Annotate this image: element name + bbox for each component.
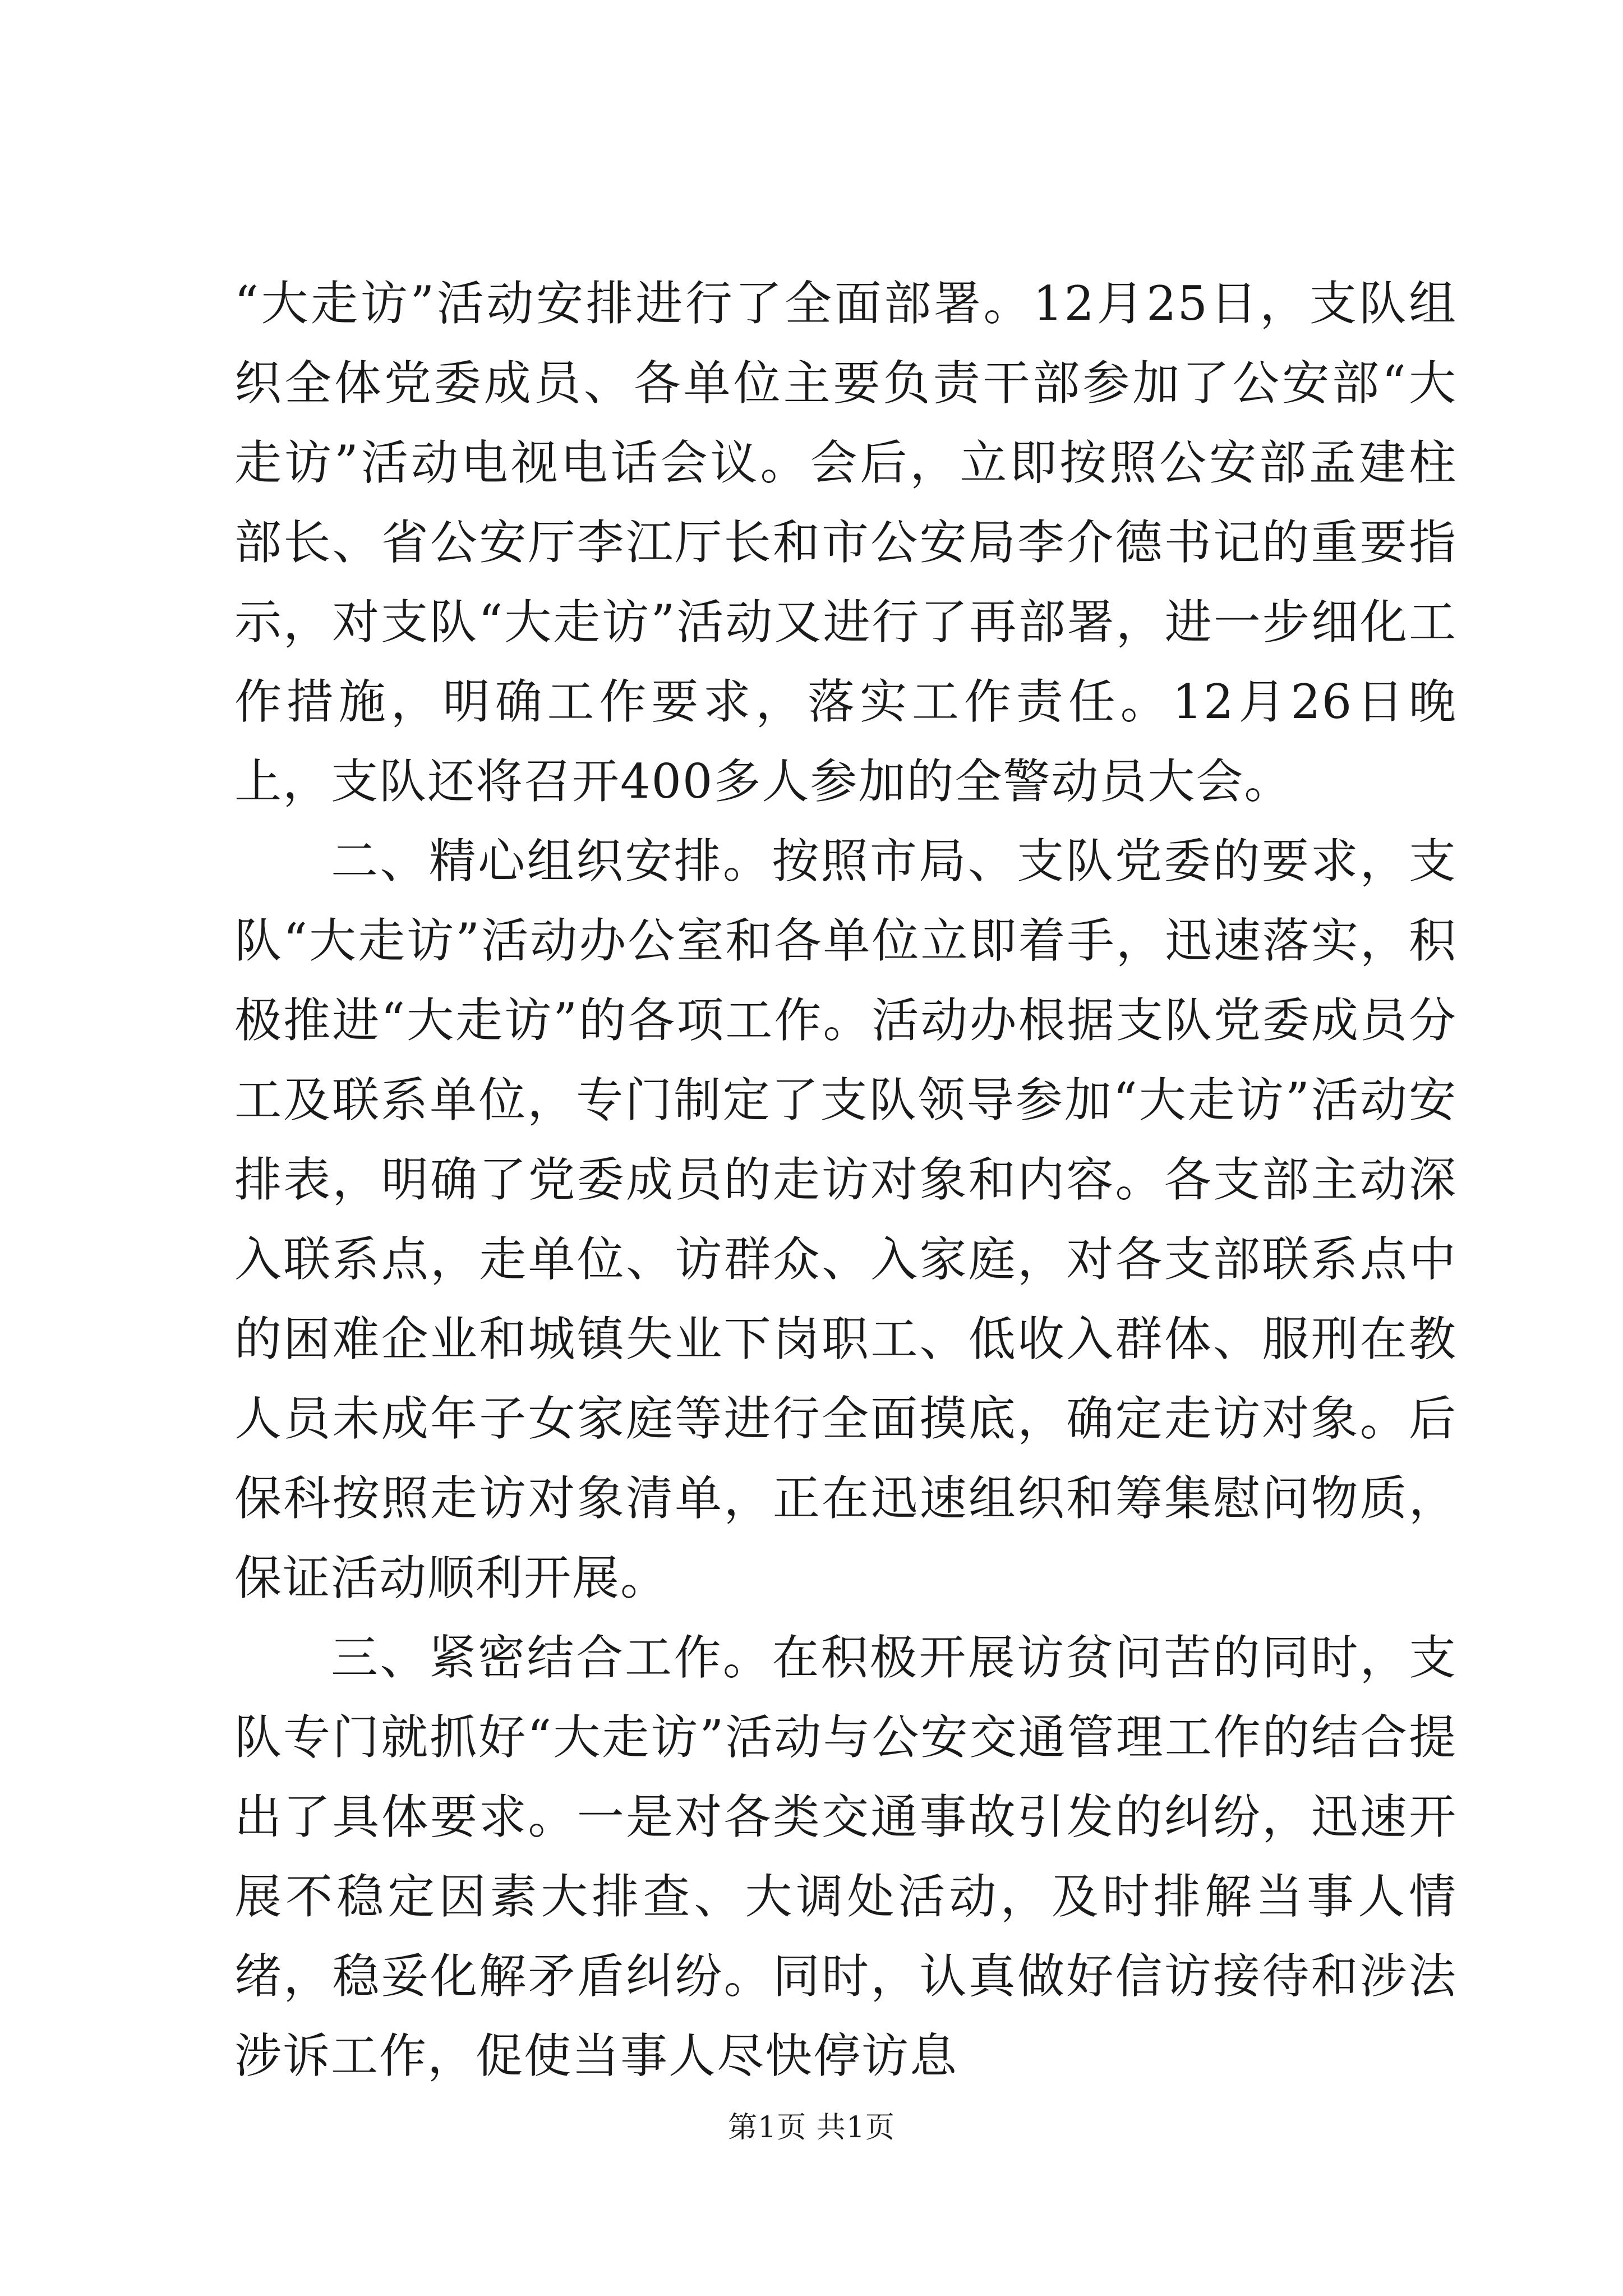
paragraph-deployment: “大走访”活动安排进行了全面部署。12月25日，支队组织全体党委成员、各单位主要负责干部参加了公安部“大走访”活动电视电话会议。会后，立即按照公安部孟建柱部长、省公安厅李江厅长和市公安局李介德书记的重要指示，对支队“大走访”活动又进行了再部署，进一步细化工作措施，明确工作要求，落实工作责任。12月26日晚上，支队还将召开400多人参加的全警动员大会。: [234, 276, 1457, 809]
document-body: [234, 264, 1457, 2096]
page-footer: 第1页 共1页: [728, 2111, 895, 2145]
paragraph-integration: 三、紧密结合工作。在积极开展访贫问苦的同时，支队专门就抓好“大走访”活动与公安交通管理工作的结合提出了具体要求。一是对各类交通事故引发的纠纷，迅速开展不稳定因素大排查、大调处活动，及时排解当事人情绪，稳妥化解矛盾纠纷。同时，认真做好信访接待和涉法涉诉工作，促使当事人尽快停访息: [234, 1630, 1457, 2083]
paragraph-organization: 二、精心组织安排。按照市局、支队党委的要求，支队“大走访”活动办公室和各单位立即着手，迅速落实，积极推进“大走访”的各项工作。活动办根据支队党委成员分工及联系单位，专门制定了支队领导参加“大走访”活动安排表，明确了党委成员的走访对象和内容。各支部主动深入联系点，走单位、访群众、入家庭，对各支部联系点中的困难企业和城镇失业下岗职工、低收入群体、服刑在教人员未成年子女家庭等进行全面摸底，确定走访对象。后保科按照走访对象清单，正在迅速组织和筹集慰问物质，保证活动顺利开展。: [234, 834, 1457, 1605]
